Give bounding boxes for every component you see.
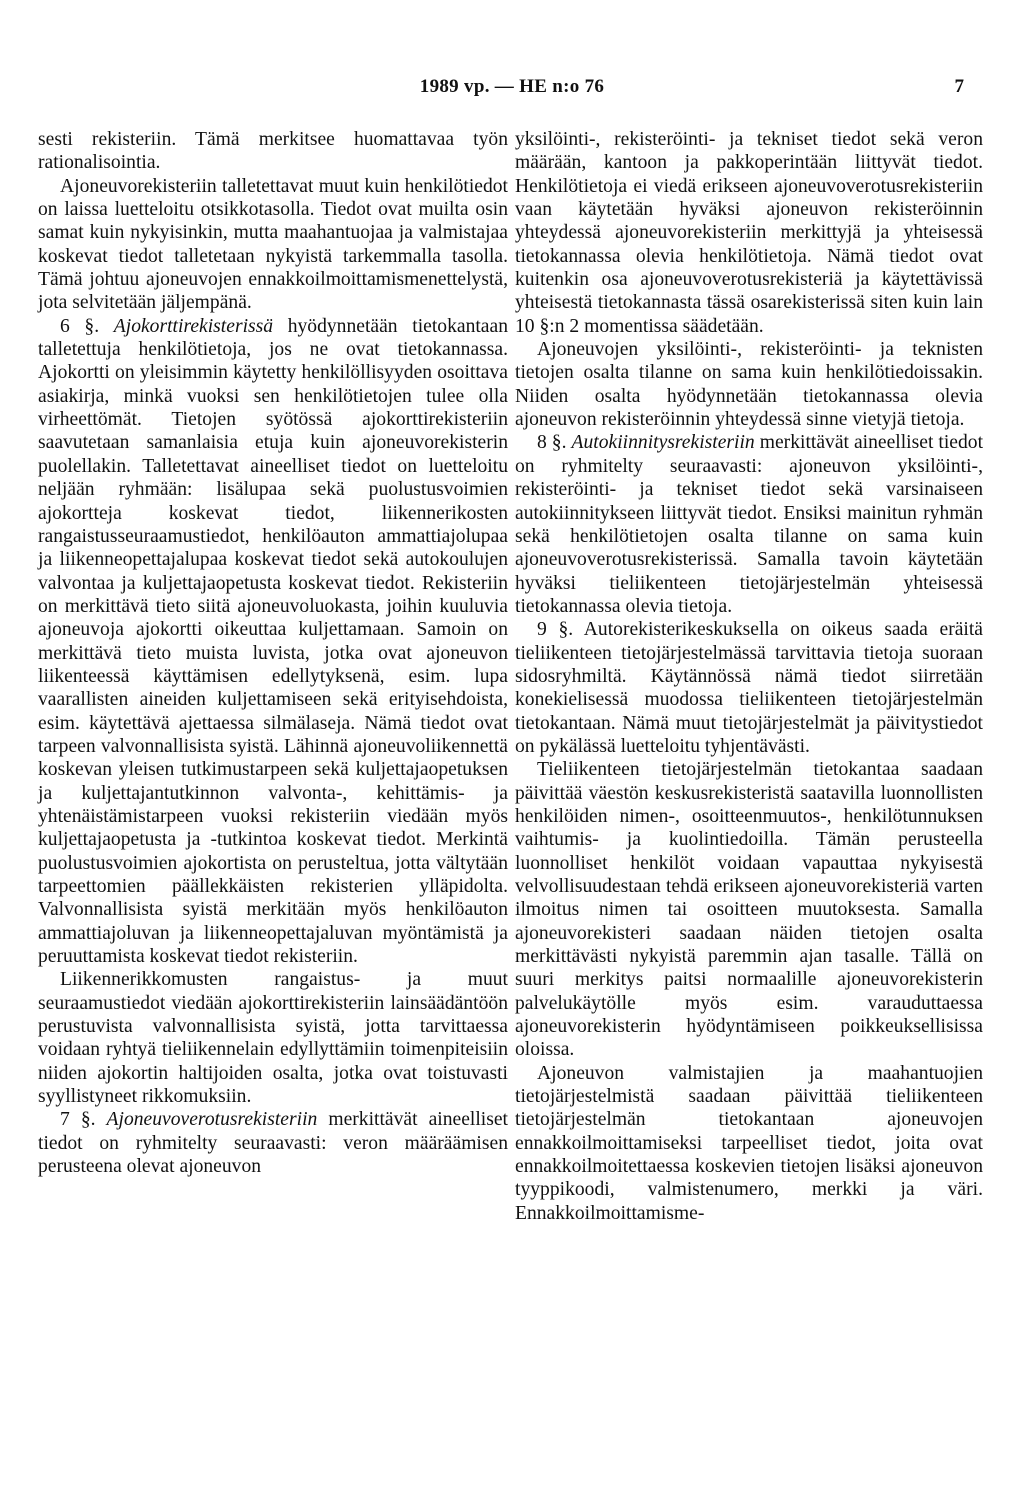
section-number: 9 §. — [537, 619, 574, 641]
section-term: Ajokorttirekisterissä — [113, 315, 274, 337]
paragraph: Ajoneuvorekisteriin talletettavat muut kuin henkilötiedot on laissa luetteloitu otsikkotasolla. Tiedot ovat muilta osin samat kuin nykyisinkin, mutta maahantuojaa ja valmistajaa koskevat tiedot talletetaan nykyistä tarkemmalla tasolla. Tämä johtuu ajoneuvojen ennakkoilmoittamismenettelystä, jota selvitetään jäljempänä. — [38, 175, 508, 314]
paragraph: yksilöinti-, rekisteröinti- ja tekniset tiedot sekä veron määrään, kantoon ja pakkoperintään liittyvät tiedot. Henkilötietoja ei viedä erikseen ajoneuvoverotusrekisteriin vaan käytetään hyväksi ajoneuvon rekisteröinnin yhteydessä ajoneuvorekisteriin merkittyjä ja yhteisessä tietokannassa olevia henkilötietoja. Nämä tiedot ovat kuitenkin osa ajoneuvoverotusrekisteriä ja käytettävissä yhteisestä tietokannasta tässä osarekisterissä siten kuin lain 10 §:n 2 momentissa säädetään. — [515, 129, 983, 337]
section-term: Autokiinnitysrekisteriin — [571, 432, 755, 454]
section-6-paragraph — [38, 315, 508, 969]
section-text: hyödynnetään tietokantaan talletettuja henkilötietoja, jos ne ovat tietokannassa. Ajokortti on yleisimmin käytetty henkilöllisyyden osoittava asiakirja, minkä vuoksi sen henkilötietojen tulee olla virheettömät. Tietojen syötössä ajokorttirekisteriin saavutetaan samanlaisia etuja kuin ajoneuvorekisterin puolellakin. Talletettavat aineelliset tiedot on luetteloitu neljään ryhmään: lisälupaa sekä puolustusvoimien ajokortteja koskevat tiedot, liikennerikosten rangaistusseuraamustiedot, henkilöauton ammattiajolupaa ja liikenneopettajalupaa koskevat tiedot sekä autokoulujen valvontaa ja kuljettajaopetusta koskevat tiedot. Rekisteriin on merkittävä tieto siitä ajoneuvoluokasta, joihin kuuluvia ajoneuvoja ajokortti oikeuttaa kuljettamaan. Samoin on merkittävä tieto muista luvista, jotka ovat ajoneuvon liikenteessä käyttämisen edellytyksenä, esim. lupa vaarallisten aineiden kuljettamiseen sekä erityisehdoista, esim. käytettävä ajettaessa silmälaseja. Nämä tiedot ovat tarpeen valvonnallisista syistä. Lähinnä ajoneuvoliikennettä koskevan yleisen tutkimustarpeen sekä kuljettajaopetuksen ja kuljettajantutkinnon valvonta-, kehittämis- ja yhtenäistämistarpeen vuoksi rekisteriin viedään myös kuljettajaopetusta ja -tutkintoa koskevat tiedot. Merkintä puolustusvoimien ajokortista on perusteltua, jotta vältytään tarpeettomien päällekkäisten rekisterien ylläpidolta. Valvonnallisista syistä merkitään myös henkilöauton ammattiajoluvan ja liikenneopettajaluvan myöntämistä ja peruuttamista koskevat tiedot rekisteriin. — [38, 315, 508, 968]
section-number: 8 §. — [537, 432, 567, 454]
right-column — [515, 128, 983, 1225]
page-number: 7 — [954, 76, 964, 97]
page-header — [0, 76, 1024, 104]
paragraph: sesti rekisteriin. Tämä merkitsee huomattavaa työn rationalisointia. — [38, 129, 508, 174]
section-term: Ajoneuvoverotusrekisteriin — [106, 1109, 318, 1131]
running-head: 1989 vp. — HE n:o 76 — [419, 76, 605, 97]
section-9-paragraph — [515, 618, 983, 758]
paragraph: Ajoneuvojen yksilöinti-, rekisteröinti- ja teknisten tietojen osalta tilanne on sama kuin henkilötiedoissakin. Niiden osalta hyödynnetään tietokannassa olevia ajoneuvon rekisteröinnin yhteydessä sinne vietyjä tietoja. — [515, 339, 983, 431]
paragraph: Liikennerikkomusten rangaistus- ja muut seuraamustiedot viedään ajokorttirekisteriin lainsäädäntöön perustuvista valvonnallisista syistä, jotta tarvittaessa voidaan ryhtyä tieliikennelain edyllyttämiin toimenpiteisiin niiden ajokortin haltijoiden osalta, jotka ovat toistuvasti syyllistyneet rikkomuksiin. — [38, 969, 508, 1108]
section-text: merkittävät aineelliset tiedot on ryhmitelty seuraavasti: veron määräämisen perusteena olevat ajoneuvon — [38, 1109, 509, 1178]
section-text: Autorekisterikeskuksella on oikeus saada eräitä tieliikenteen tietojärjestelmässä tarvittavia tietoja suoraan sidosryhmiltä. Käytännössä nämä tiedot siirretään konekielisessä muodossa tieliikenteen tietojärjestelmän tietokantaan. Nämä muut tietojärjestelmät ja päivitystiedot on pykälässä luetteloitu tyhjentävästi. — [515, 619, 983, 757]
paragraph: Tieliikenteen tietojärjestelmän tietokantaa saadaan päivittää väestön keskusrekisteristä saatavilla luonnollisten henkilöiden nimen-, osoitteenmuutos-, henkilötunnuksen vaihtumis- ja kuolintiedoilla. Tämän perusteella luonnolliset henkilöt voidaan vapauttaa nykyisestä velvollisuudestaan tehdä erikseen ajoneuvorekisteriä varten ilmoitus nimen tai osoitteen muutoksesta. Samalla ajoneuvorekisteri saadaan näiden tietojen osalta merkittävästi nykyistä paremmin ajan tasalle. Tällä on suuri merkitys paitsi normaalille ajoneuvorekisterin palvelukäytölle myös esim. varauduttaessa ajoneuvorekisterin hyödyntämiseen poikkeuksellisissa oloissa. — [515, 759, 983, 1061]
section-text: merkittävät aineelliset tiedot on ryhmitelty seuraavasti: ajoneuvon yksilöinti-, rekisteröinti- ja tekniset tiedot sekä varsinaiseen autokiinnitykseen liittyvät tiedot. Ensiksi mainitun ryhmän sekä henkilötietojen osalta tilanne on sama kuin ajoneuvoverotusrekisterissä. Samalla tavoin käytetään hyväksi tieliikenteen tietojärjestelmän yhteisessä tietokannassa olevia tietoja. — [515, 432, 984, 617]
left-column — [38, 128, 508, 1178]
section-8-paragraph — [515, 431, 983, 618]
paragraph: Ajoneuvon valmistajien ja maahantuojien tietojärjestelmistä saadaan päivittää tieliikenteen tietojärjestelmän tietokantaan ajoneuvojen ennakkoilmoittamiseksi tarpeelliset tiedot, joita ovat ennakkoilmoitettaessa koskevien tietojen lisäksi ajoneuvon tyyppikoodi, valmistenumero, merkki ja väri. Ennakkoilmoittamisme- — [515, 1062, 983, 1224]
section-number: 7 §. — [60, 1109, 96, 1131]
section-7-paragraph — [38, 1108, 508, 1178]
section-number: 6 §. — [60, 315, 100, 337]
